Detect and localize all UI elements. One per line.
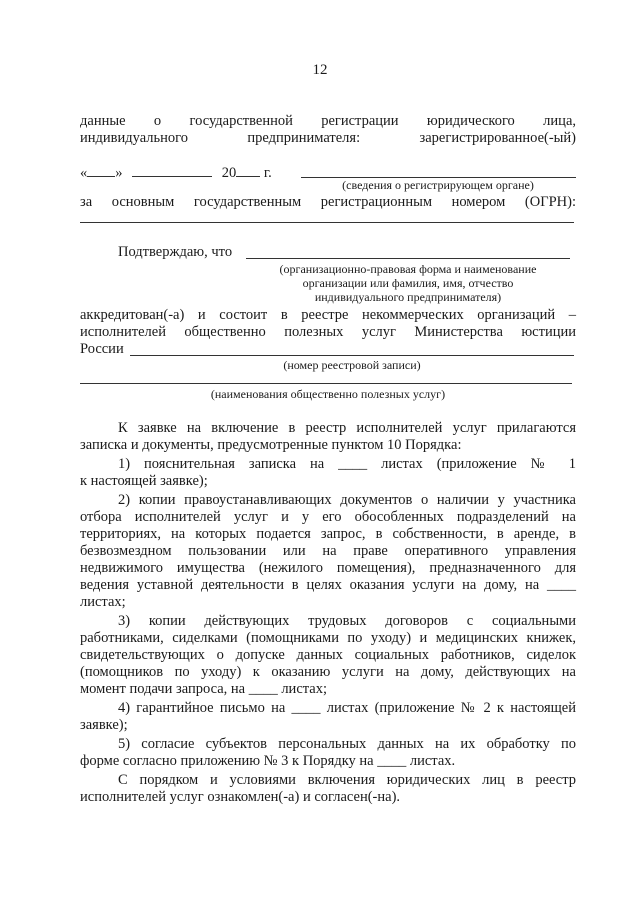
ogrn-line: за основным государственным регистрационным номером (ОГРН): (80, 194, 576, 210)
consent-line-2: исполнителей услуг ознакомлен(-а) и согласен(-на). (80, 789, 401, 805)
attachments-intro-1: К заявке на включение в реестр исполнителей услуг прилагаются (118, 420, 576, 436)
item-2-line-2: отбора исполнителей услуг и у его обособленных подразделений на (80, 509, 576, 525)
item-4-line-2: заявке); (80, 717, 128, 733)
page-number: 12 (312, 62, 328, 78)
item-1-line-2: к настоящей заявке); (80, 473, 208, 489)
registering-organ-caption: (сведения о регистрирующем органе) (342, 178, 534, 192)
item-5-line-2: форме согласно приложению № 3 к Порядку на ____ листах. (80, 753, 456, 769)
date-year-prefix: 20 (221, 165, 237, 181)
services-rule (80, 383, 572, 384)
accredited-line-1: аккредитован(-а) и состоит в реестре некоммерческих организаций – (80, 307, 576, 323)
item-3-line-1: 3) копии действующих трудовых договоров с социальными (118, 613, 576, 629)
consent-line-1: С порядком и условиями включения юридических лиц в реестр (118, 772, 576, 788)
date-close-quote: » (115, 165, 123, 181)
item-5-line-1: 5) согласие субъектов персональных данных на их обработку по (118, 736, 576, 752)
organization-caption-3: индивидуального предпринимателя) (314, 290, 502, 304)
item-3-line-4: (помощников по уходу) к оказанию услуги на дому, действующих на (80, 664, 576, 680)
organization-caption-1: (организационно-правовая форма и наименование (279, 262, 537, 276)
registry-rule (130, 355, 574, 356)
russia-text: России (80, 341, 124, 357)
registry-caption: (номер реестровой записи) (283, 358, 421, 372)
item-3-line-3: свидетельствующих о допуске данных социальных работников, сиделок (80, 647, 576, 663)
item-1-line-1: 1) пояснительная записка на ____ листах (приложение № 1 (118, 456, 576, 472)
date-year-blank (236, 163, 260, 177)
registration-line-1: данные о государственной регистрации юридического лица, (80, 113, 576, 129)
accredited-line-2: исполнителей общественно полезных услуг Министерства юстиции (80, 324, 576, 340)
date-day-blank (87, 163, 115, 177)
item-2-line-1: 2) копии правоустанавливающих документов о наличии у участника (118, 492, 576, 508)
confirm-lead: Подтверждаю, что (118, 244, 233, 260)
item-2-line-4: безвозмездном пользовании или на праве оперативного управления (80, 543, 576, 559)
date-open-quote: « (80, 165, 88, 181)
services-caption: (наименования общественно полезных услуг) (210, 387, 446, 401)
item-4-line-1: 4) гарантийное письмо на ____ листах (приложение № 2 к настоящей (118, 700, 576, 716)
ogrn-rule (80, 222, 574, 223)
item-2-line-6: ведения уставной деятельности в целях оказания услуги на дому, на ____ (80, 577, 576, 593)
item-2-line-3: территориях, на которых подается запрос, в собственности, в аренде, в (80, 526, 576, 542)
item-3-line-5: момент подачи запроса, на ____ листах; (80, 681, 327, 697)
date-year-suffix: г. (263, 165, 272, 181)
organization-caption-2: организации или фамилия, имя, отчество (302, 276, 514, 290)
date-month-blank (132, 163, 212, 177)
registration-line-2: индивидуального предпринимателя: зарегистрированное(-ый) (80, 130, 576, 146)
item-3-line-2: работниками, сиделками (помощниками по уходу) и медицинских книжек, (80, 630, 576, 646)
organization-rule (246, 258, 570, 259)
item-2-line-5: недвижимого имущества (нежилого помещения), предназначенного для (80, 560, 576, 576)
item-2-line-7: листах; (80, 594, 126, 610)
attachments-intro-2: записка и документы, предусмотренные пунктом 10 Порядка: (80, 437, 462, 453)
